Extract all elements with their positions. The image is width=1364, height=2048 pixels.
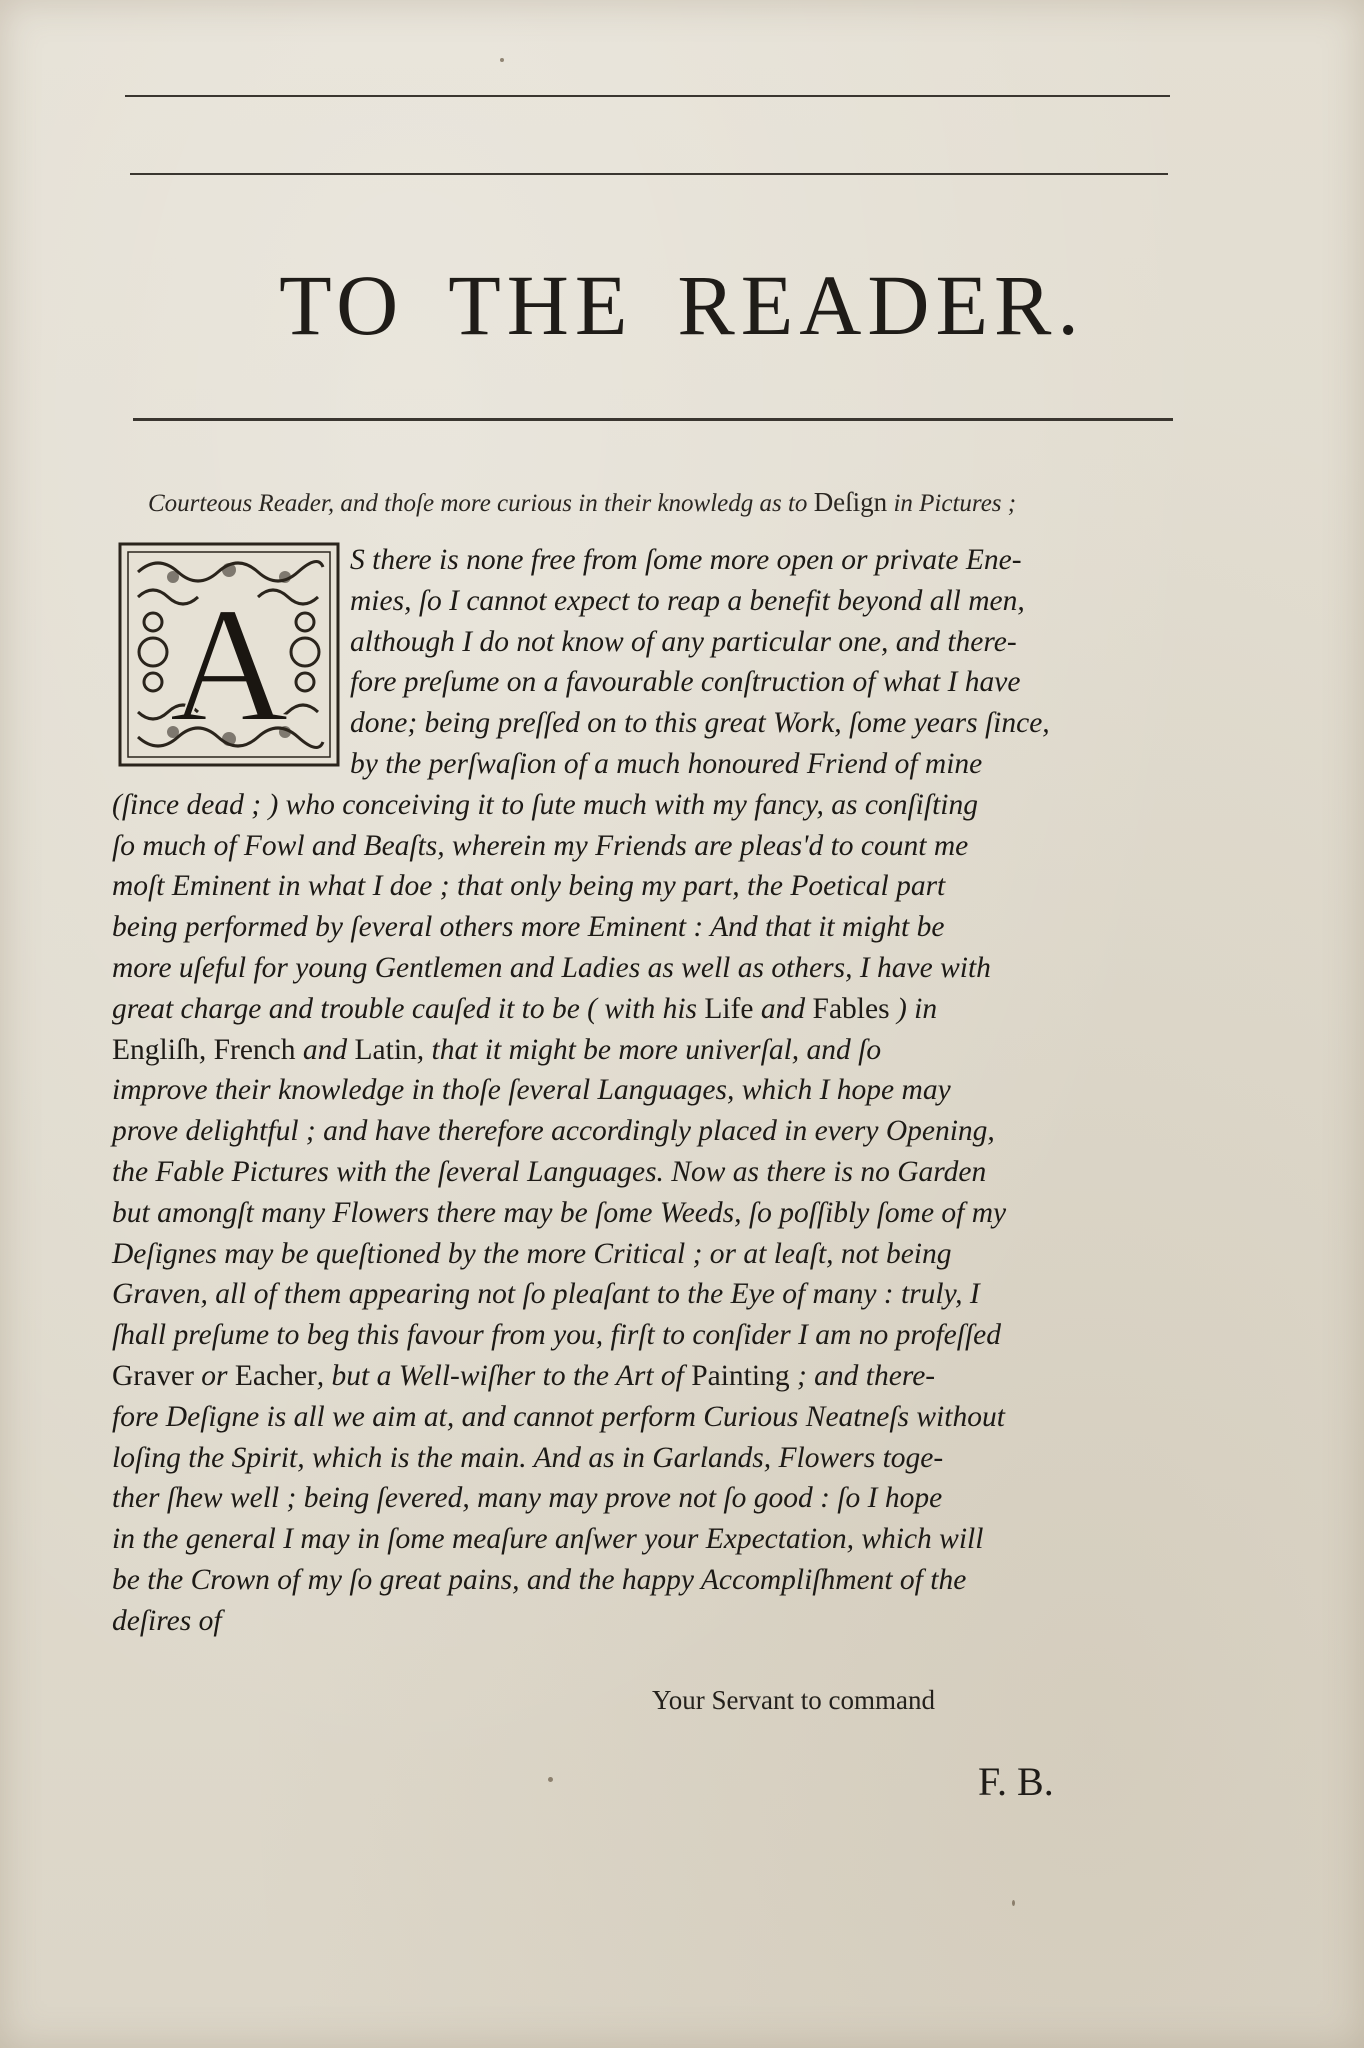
body-line: in the general I may in ſome meaſure anſwer your Expectation, which will: [112, 1523, 984, 1556]
body-fragment: or: [193, 1359, 235, 1392]
body-line: but amongſt many Flowers there may be ſome Weeds, ſo poſſibly ſome of my: [112, 1196, 1007, 1229]
title-word-the: THE: [448, 257, 634, 353]
salutation-design-word: Deſign: [813, 487, 888, 517]
body-word-life: Life: [704, 992, 754, 1025]
body-line: moſt Eminent in what I doe ; that only being my part, the Poetical part: [112, 870, 946, 903]
salutation: [148, 487, 1178, 518]
body-word-french: French: [213, 1033, 296, 1066]
body-line: deſires of: [112, 1604, 222, 1637]
title-word-reader: READER.: [677, 257, 1085, 353]
body-line: the Fable Pictures with the ſeveral Languages. Now as there is no Garden: [112, 1155, 987, 1188]
body-line: Deſignes may be queſtioned by the more Critical ; or at leaſt, not being: [112, 1237, 952, 1270]
body-fragment: , but a Well-wiſher to the Art of: [316, 1359, 692, 1392]
body-word-latin: Latin: [354, 1033, 417, 1066]
paper-speck: [1012, 1900, 1015, 1906]
body-line: [112, 989, 1192, 1030]
body-fragment: ,: [198, 1033, 214, 1066]
body-line: ſo much of Fowl and Beaſts, wherein my Friends are pleas'd to count me: [112, 829, 969, 862]
page-title: [0, 255, 1364, 355]
body-line: ther ſhew well ; being ſevered, many may prove not ſo good : ſo I hope: [112, 1482, 943, 1515]
body-word-fables: Fables: [812, 992, 890, 1025]
body-fragment: ) in: [889, 992, 938, 1025]
body-line: loſing the Spirit, which is the main. And as in Garlands, Flowers toge-: [112, 1441, 944, 1474]
body-line: done; being preſſed on to this great Work, ſome years ſince,: [350, 707, 1050, 740]
svg-text:A: A: [169, 573, 289, 756]
body-line: improve their knowledge in thoſe ſeveral Languages, which I hope may: [112, 1074, 951, 1107]
body-line: [112, 1030, 1192, 1071]
body-word-painting: Painting: [691, 1359, 790, 1392]
body-word-eacher: Eacher: [234, 1359, 317, 1392]
body-word-graver: Graver: [112, 1359, 194, 1392]
body-line: although I do not know of any particular one, and there-: [350, 625, 1017, 658]
salutation-part1: Courteous Reader, and thoſe more curious in their knowledg as to: [148, 490, 814, 517]
body-line: by the perſwaſion of a much honoured Friend of mine: [350, 747, 983, 780]
body-word-english: Engliſh: [112, 1033, 199, 1066]
body-fragment: ; and there-: [789, 1359, 936, 1392]
paper-speck: [548, 1777, 553, 1782]
body-line: (ſince dead ; ) who conceiving it to ſute much with my fancy, as conſiſting: [112, 788, 978, 821]
body-line: being performed by ſeveral others more Eminent : And that it might be: [112, 911, 945, 944]
top-rule: [125, 95, 1170, 97]
body-line: mies, ſo I cannot expect to reap a benefit beyond all men,: [350, 584, 1025, 617]
body-line: S there is none free from ſome more open or private Ene-: [350, 544, 1022, 576]
body-line: [112, 1356, 1192, 1397]
body-text: [112, 540, 1192, 1642]
body-line: be the Crown of my ſo great pains, and the happy Accompliſhment of the: [112, 1563, 967, 1596]
body-line: ſhall preſume to beg this favour from you, firſt to conſider I am no profeſſed: [112, 1319, 1002, 1352]
body-line: Graven, all of them appearing not ſo pleaſant to the Eye of many : truly, I: [112, 1278, 980, 1311]
body-fragment: and: [295, 1033, 355, 1066]
body-line: more uſeful for young Gentlemen and Ladies as well as others, I have with: [112, 951, 991, 984]
body-line: prove delightful ; and have therefore accordingly placed in every Opening,: [112, 1115, 995, 1148]
salutation-part2: in Pictures ;: [887, 490, 1017, 517]
title-word-to: TO: [279, 257, 405, 353]
author-initials: F. B.: [978, 1759, 1054, 1804]
paper-speck: [500, 58, 504, 62]
body-line: fore Deſigne is all we aim at, and cannot perform Curious Neatneſs without: [112, 1400, 1005, 1433]
body-fragment: great charge and trouble cauſed it to be ( with his: [112, 992, 705, 1025]
body-line: fore preſume on a favourable conſtruction of what I have: [350, 666, 1021, 699]
body-fragment: and: [753, 992, 813, 1025]
sign-off: Your Servant to command: [652, 1685, 935, 1715]
second-rule: [130, 173, 1168, 175]
body-fragment: , that it might be more univerſal, and ſo: [416, 1033, 882, 1066]
title-underline-rule: [133, 418, 1173, 421]
